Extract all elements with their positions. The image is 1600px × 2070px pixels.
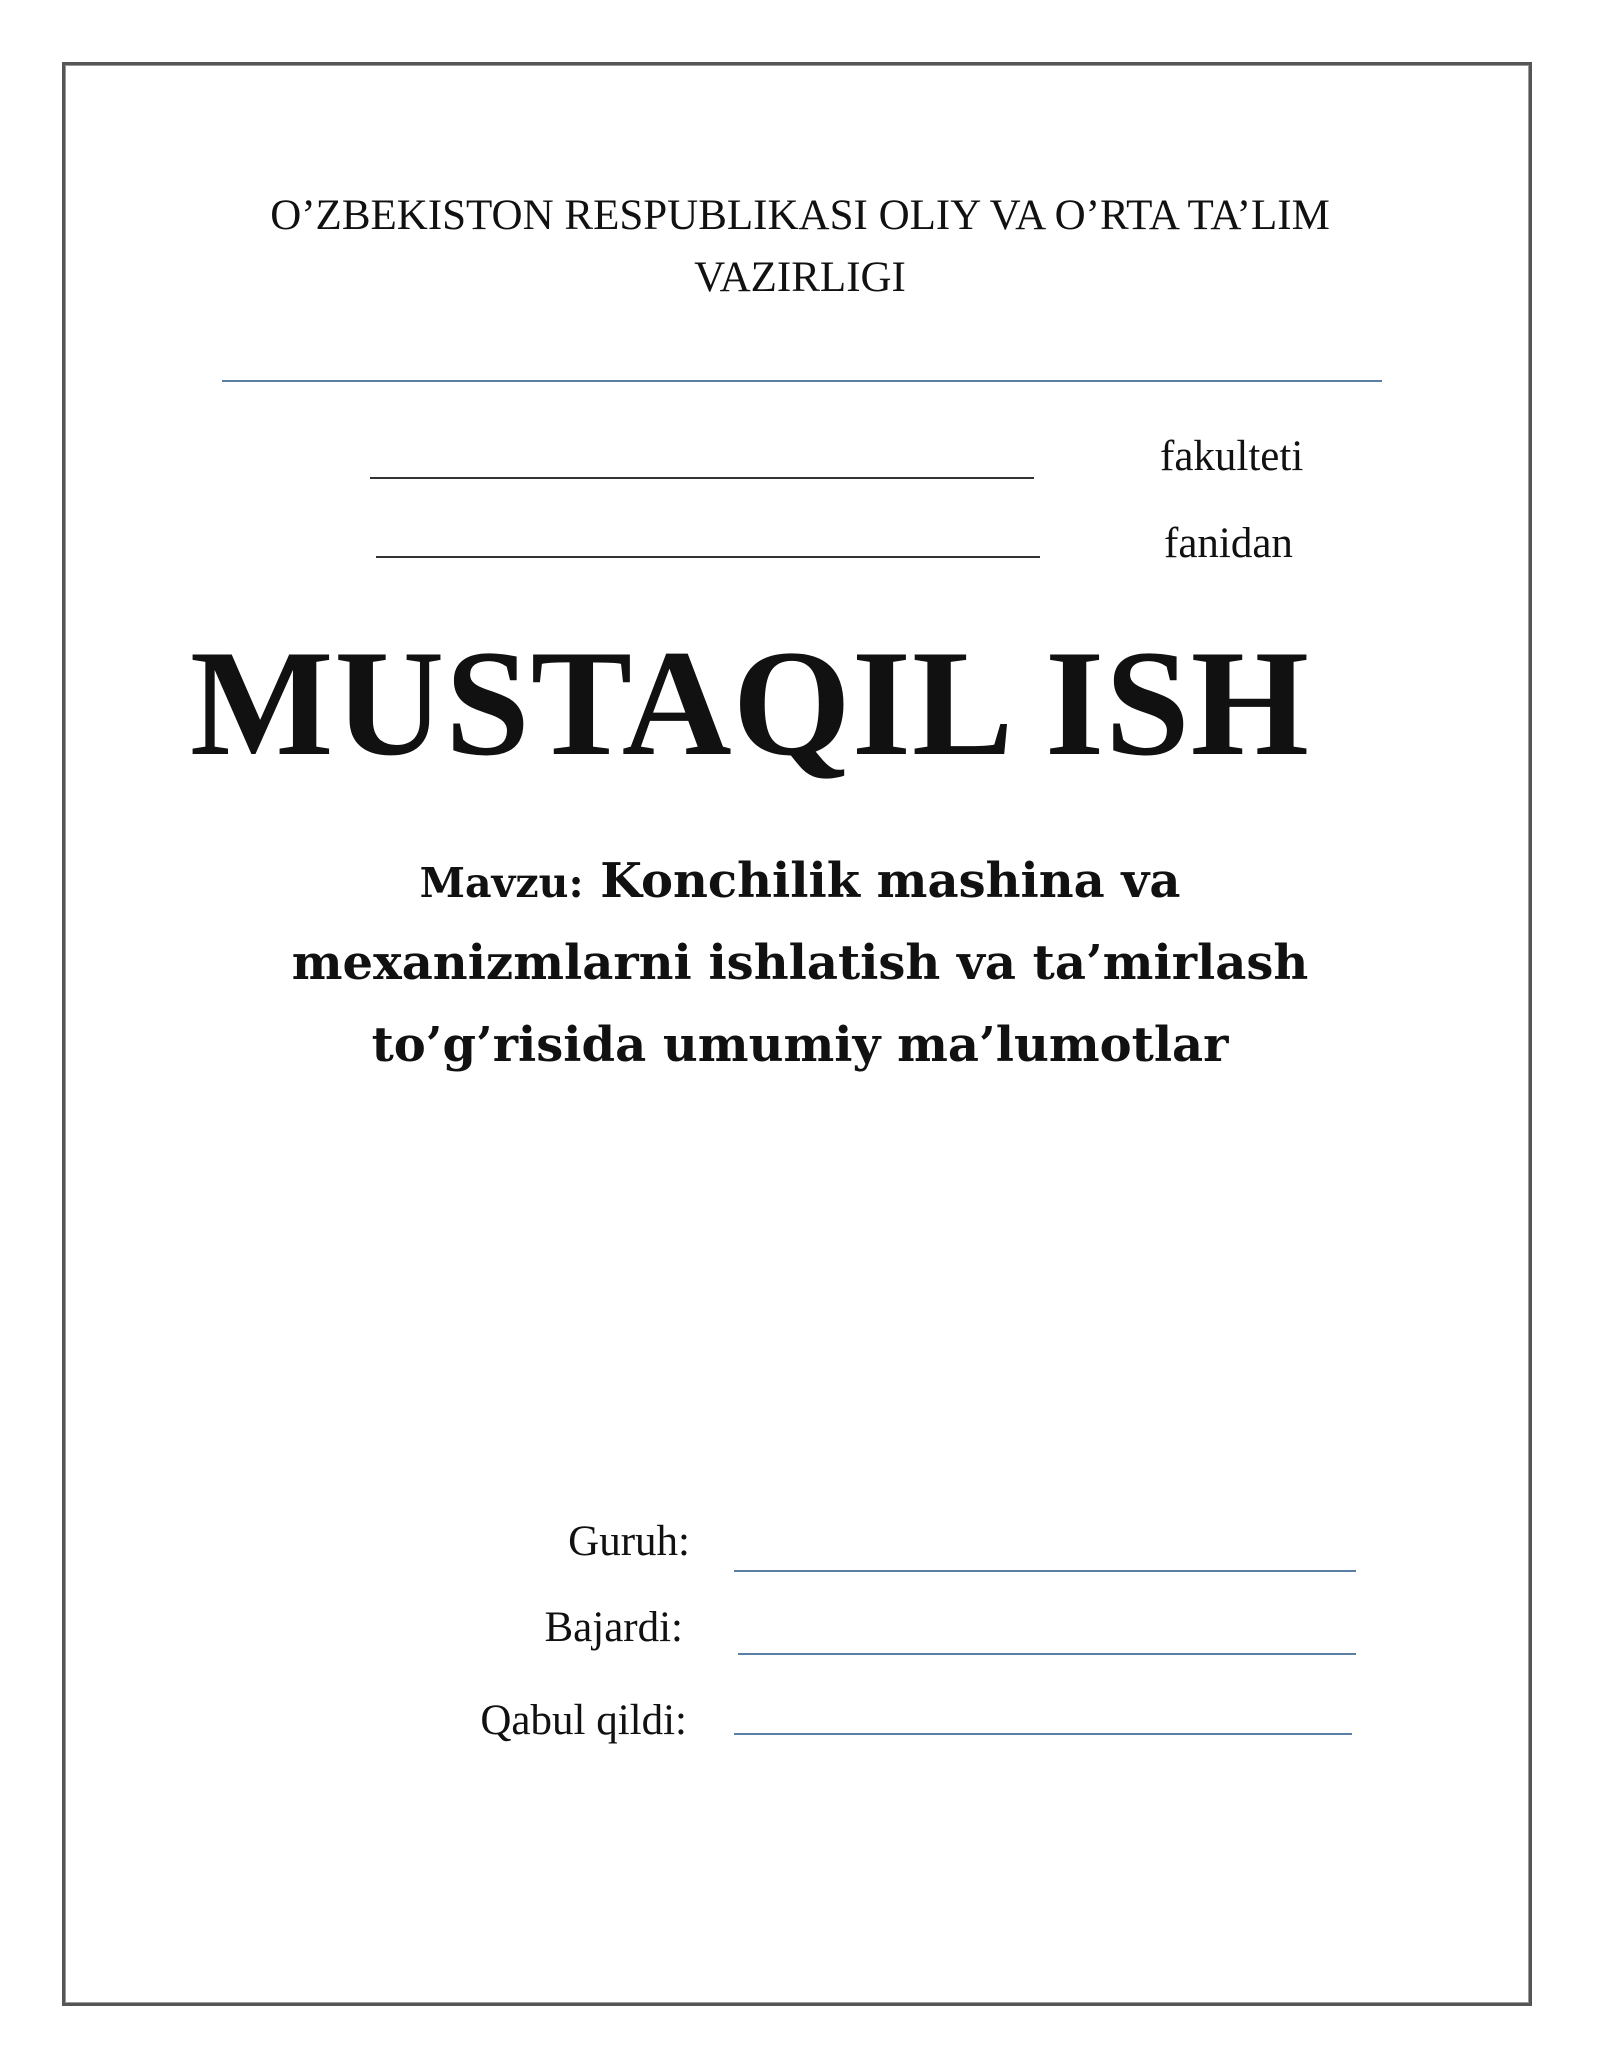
done-by-line <box>738 1653 1356 1655</box>
ministry-heading-line2: VAZIRLIGI <box>694 254 906 301</box>
faculty-name-line <box>370 477 1034 479</box>
accepted-by-line <box>734 1733 1352 1735</box>
subject-label: fanidan <box>1164 520 1293 567</box>
group-label: Guruh: <box>568 1518 690 1565</box>
topic-line3: to’g’risida umumiy ma’lumotlar <box>371 1017 1229 1073</box>
ministry-heading-line1: O’ZBEKISTON RESPUBLIKASI OLIY VA O’RTA TA’LIM <box>270 192 1330 239</box>
faculty-label: fakulteti <box>1160 433 1304 480</box>
done-by-label: Bajardi: <box>544 1604 683 1651</box>
group-line <box>734 1570 1356 1572</box>
topic-text-line1: Konchilik mashina va <box>600 853 1181 909</box>
university-name-line <box>222 380 1382 382</box>
accepted-by-label: Qabul qildi: <box>480 1697 687 1744</box>
subject-name-line <box>376 556 1040 558</box>
topic-line2: mexanizmlarni ishlatish va ta’mirlash <box>291 935 1309 991</box>
topic-line1 <box>140 840 1460 924</box>
topic-prefix: Mavzu: <box>419 859 584 907</box>
document-title: MUSTAQIL ISH <box>190 619 1310 787</box>
